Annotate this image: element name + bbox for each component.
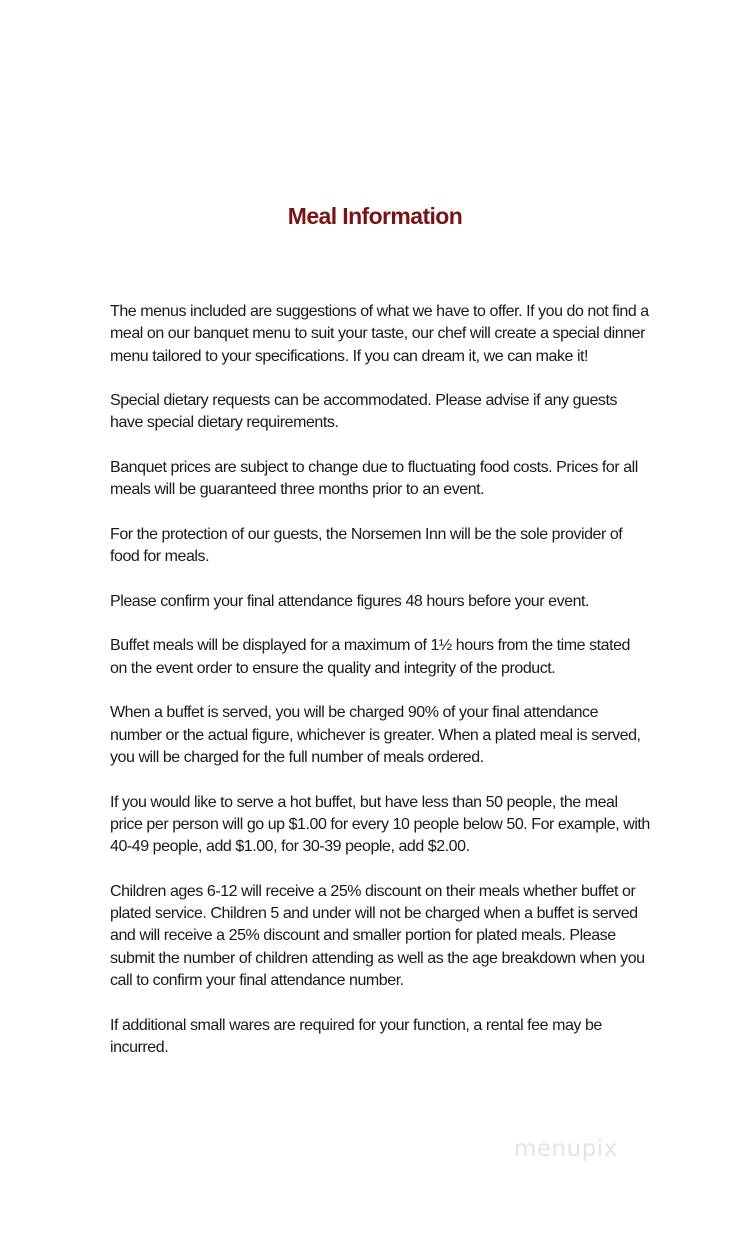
menupix-watermark: menupix — [514, 1136, 618, 1162]
meal-info-body — [110, 301, 650, 1081]
paragraph-buffet-charges: When a buffet is served, you will be charged 90% of your final attendance number or the actual figure, whichever is greater. When a plated meal is served, you will be charged for the full number of meals ordered. — [110, 704, 641, 766]
paragraph-confirm-attendance: Please confirm your final attendance figures 48 hours before your event. — [110, 592, 590, 610]
paragraph-menu-suggestions: The menus included are suggestions of what we have to offer. If you do not find a meal on our banquet menu to suit your taste, our chef will create a special dinner menu tailored to your specifications. If you can dream it, we can make it! — [110, 303, 649, 365]
paragraph-buffet-display: Buffet meals will be displayed for a maximum of 1½ hours from the time stated on the event order to ensure the quality and integrity of the product. — [110, 637, 630, 677]
page-title: Meal Information — [287, 203, 463, 229]
paragraph-hot-buffet: If you would like to serve a hot buffet, but have less than 50 people, the meal price per person will go up $1.00 for every 10 people below 50. For example, with 40-49 people, add $1.00, for 30-39 people, add $2.00. — [110, 793, 650, 856]
paragraph-rental-fee: If additional small wares are required for your function, a rental fee may be incurred. — [110, 1016, 602, 1056]
paragraph-dietary-requests: Special dietary requests can be accommodated. Please advise if any guests have special dietary requirements. — [110, 392, 618, 432]
paragraph-sole-provider: For the protection of our guests, the Norsemen Inn will be the sole provider of food for meals. — [110, 525, 623, 566]
paragraph-banquet-prices: Banquet prices are subject to change due to fluctuating food costs. Prices for all meals will be guaranteed three months prior to an event. — [110, 459, 638, 499]
paragraph-children-discount: Children ages 6-12 will receive a 25% discount on their meals whether buffet or plated service. Children 5 and under will not be charged when a buffet is served and will receive a 25% discount and smaller portion for plated meals. Please submit the number of children attending as well as the age breakdown when you call to confirm your final attendance number. — [110, 882, 645, 989]
